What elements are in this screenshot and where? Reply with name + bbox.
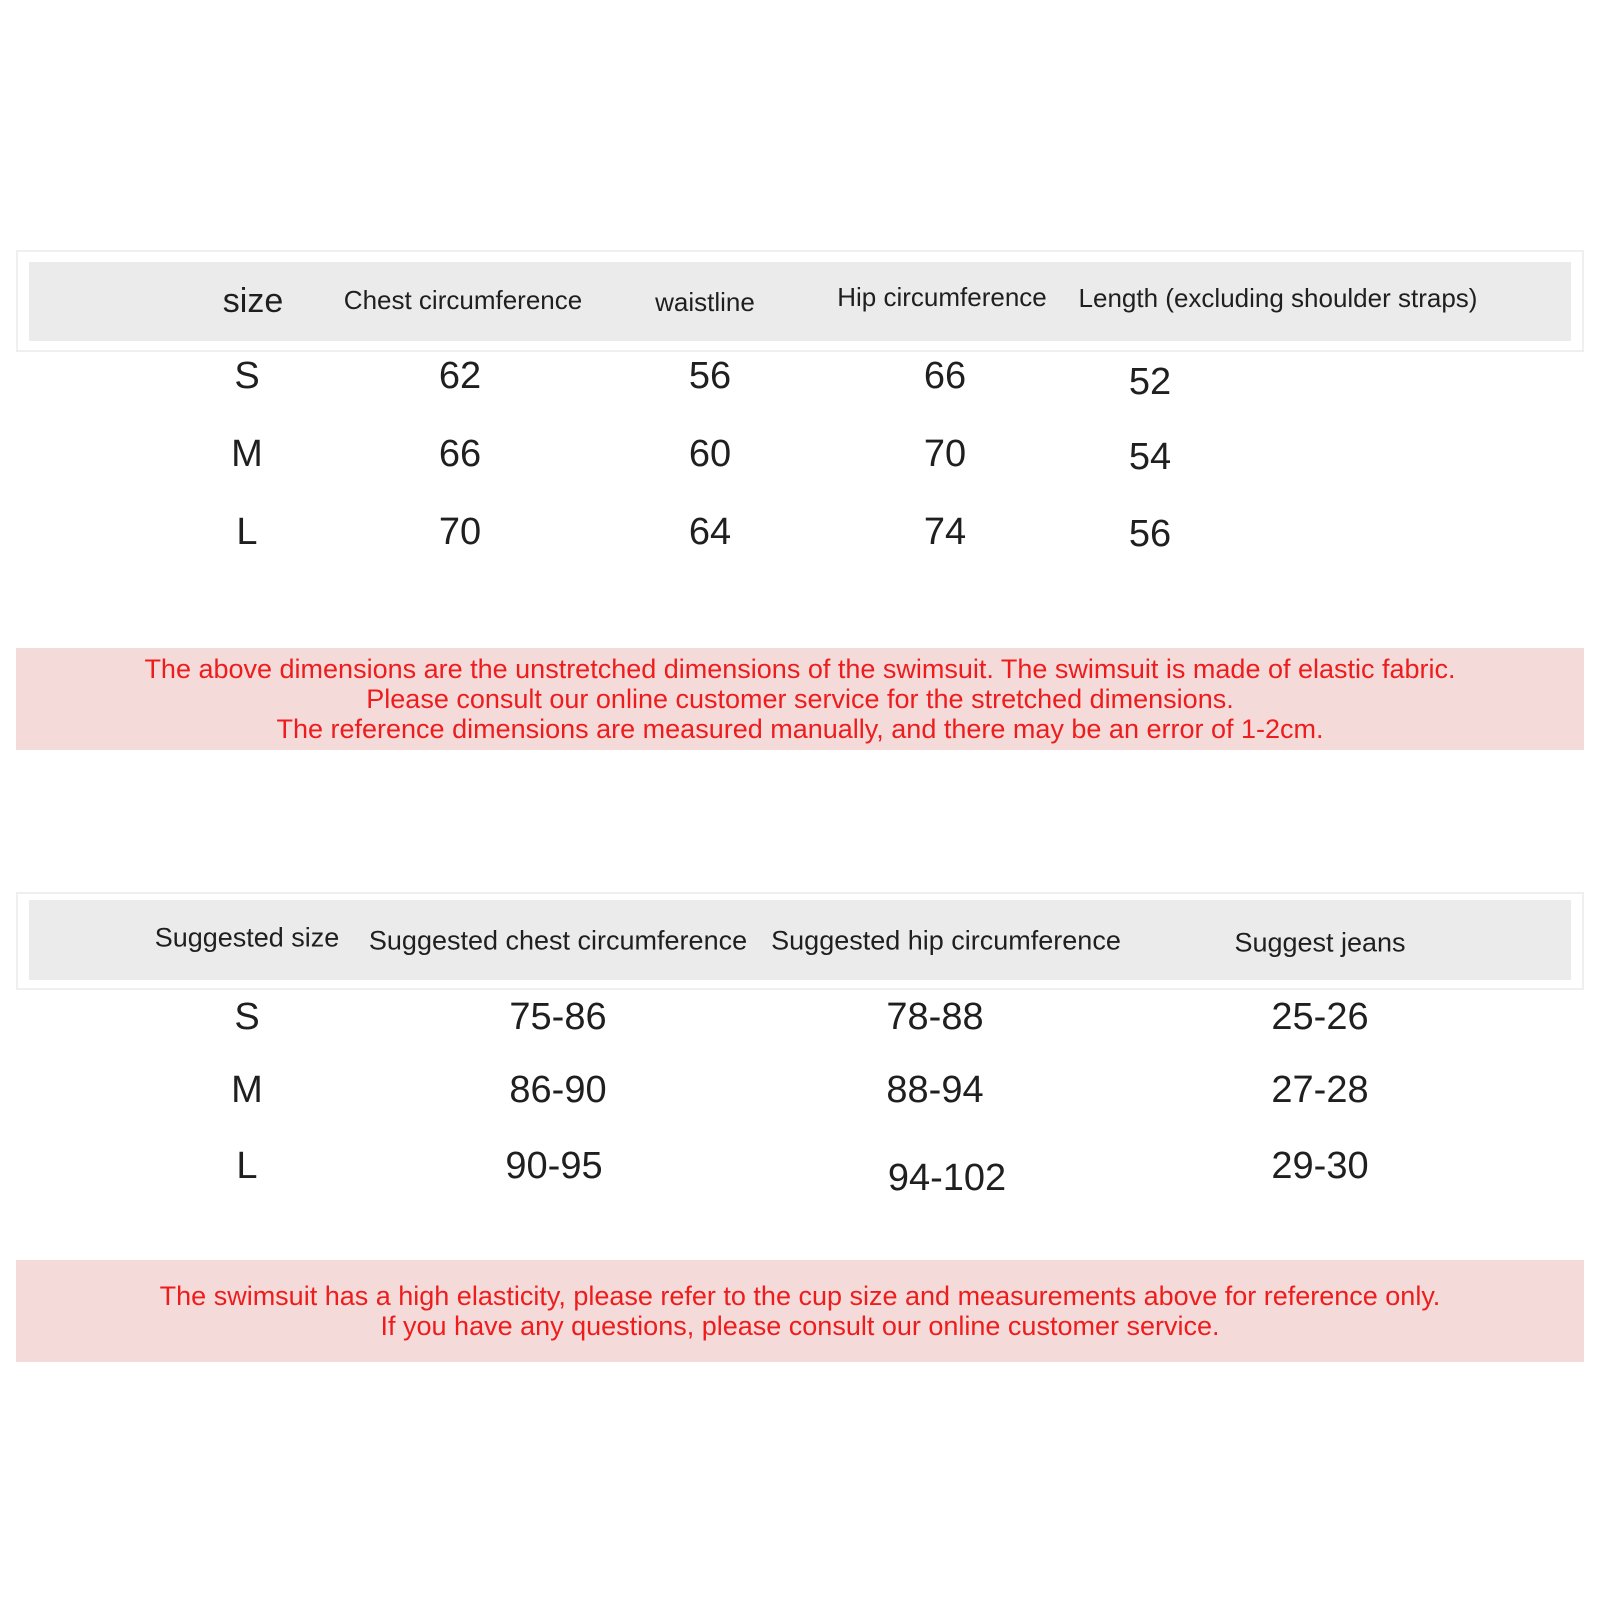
notice-line: The swimsuit has a high elasticity, please refer to the cup size and measurements above for reference only. xyxy=(159,1281,1441,1311)
size-cell-s-waist: 56 xyxy=(688,355,732,397)
unstretched-dimensions-notice xyxy=(16,648,1584,750)
suggested-table-header-size: Suggested size xyxy=(154,922,340,953)
size-cell-m-length: 54 xyxy=(1128,436,1172,478)
suggested-cell-m-label: M xyxy=(231,1069,263,1111)
size-cell-l-hip: 74 xyxy=(923,511,967,553)
size-cell-l-chest: 70 xyxy=(438,511,482,553)
suggested-cell-m-chest: 86-90 xyxy=(509,1069,607,1111)
size-cell-l-label: L xyxy=(236,511,258,553)
suggested-cell-l-chest: 90-95 xyxy=(505,1145,603,1187)
size-cell-l-waist: 64 xyxy=(688,511,732,553)
size-cell-s-chest: 62 xyxy=(438,355,482,397)
size-table-header-waistline: waistline xyxy=(655,287,755,317)
notice-line: The above dimensions are the unstretched dimensions of the swimsuit. The swimsuit is made of elastic fabric. xyxy=(144,654,1456,684)
notice-line: If you have any questions, please consult our online customer service. xyxy=(380,1311,1220,1341)
size-table-header-chest: Chest circumference xyxy=(343,285,583,315)
suggested-table-header-hip: Suggested hip circumference xyxy=(771,925,1121,956)
suggested-table-header-jeans: Suggest jeans xyxy=(1234,927,1406,958)
size-table-header-size: size xyxy=(222,282,284,320)
size-cell-s-length: 52 xyxy=(1128,361,1172,403)
suggested-cell-s-label: S xyxy=(234,996,260,1038)
size-cell-m-label: M xyxy=(231,433,263,475)
suggested-cell-s-hip: 78-88 xyxy=(886,996,984,1038)
notice-line: The reference dimensions are measured manually, and there may be an error of 1-2cm. xyxy=(276,714,1324,744)
suggested-cell-l-hip: 94-102 xyxy=(887,1157,1007,1199)
suggested-cell-l-jeans: 29-30 xyxy=(1271,1145,1369,1187)
size-cell-s-label: S xyxy=(234,355,260,397)
suggested-cell-s-jeans: 25-26 xyxy=(1271,996,1369,1038)
size-cell-m-waist: 60 xyxy=(688,433,732,475)
suggested-cell-m-jeans: 27-28 xyxy=(1271,1069,1369,1111)
size-cell-m-chest: 66 xyxy=(438,433,482,475)
notice-line: Please consult our online customer service for the stretched dimensions. xyxy=(366,684,1234,714)
suggested-cell-s-chest: 75-86 xyxy=(509,996,607,1038)
size-cell-m-hip: 70 xyxy=(923,433,967,475)
size-table-header-length: Length (excluding shoulder straps) xyxy=(1078,283,1478,313)
suggested-cell-l-label: L xyxy=(236,1145,258,1187)
suggested-cell-m-hip: 88-94 xyxy=(886,1069,984,1111)
elasticity-notice xyxy=(16,1260,1584,1362)
size-table-header-hip: Hip circumference xyxy=(837,282,1047,312)
size-cell-s-hip: 66 xyxy=(923,355,967,397)
size-cell-l-length: 56 xyxy=(1128,513,1172,555)
suggested-table-header-chest: Suggested chest circumference xyxy=(368,925,748,956)
